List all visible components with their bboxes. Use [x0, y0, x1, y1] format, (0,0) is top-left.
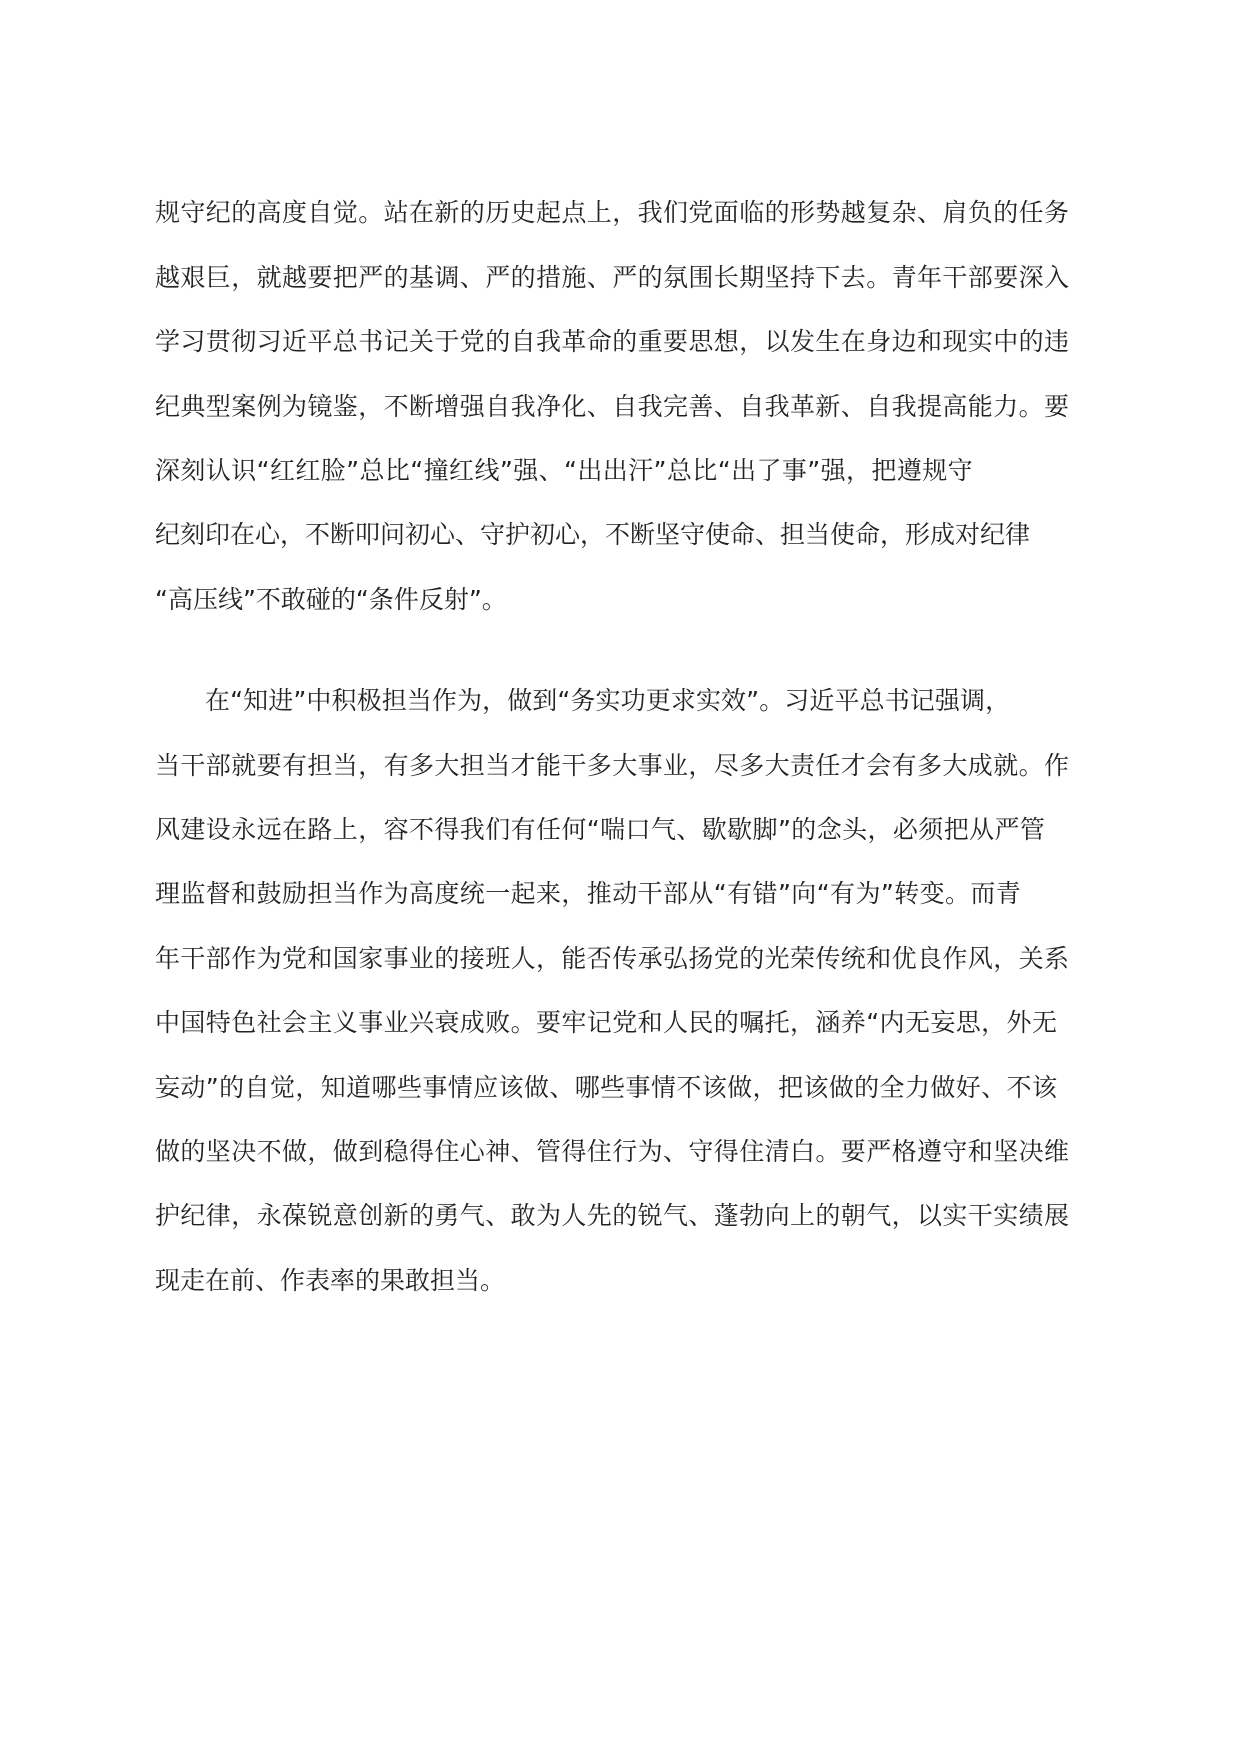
paragraph-first-line: 在“知进”中积极担当作为，做到“务实功更求实效”。习近平总书记强调，	[205, 686, 1011, 715]
paragraph-line: 妄动”的自觉，知道哪些事情应该做、哪些事情不该做，把该做的全力做好、不该	[155, 1073, 1058, 1102]
paragraph-line: 理监督和鼓励担当作为高度统一起来，推动干部从“有错”向“有为”转变。而青	[155, 879, 1022, 908]
paragraph-line: 学习贯彻习近平总书记关于党的自我革命的重要思想，以发生在身边和现实中的违	[155, 327, 1070, 356]
paragraph-line: 深刻认识“红红脸”总比“撞红线”强、“出出汗”总比“出了事”强，把遵规守	[155, 456, 974, 485]
paragraph-line: 现走在前、作表率的果敢担当。	[155, 1266, 506, 1295]
paragraph-line: “高压线”不敢碰的“条件反射”。	[155, 585, 507, 614]
paragraph-line: 年干部作为党和国家事业的接班人，能否传承弘扬党的光荣传统和优良作风，关系	[155, 944, 1070, 973]
paragraph-line: 纪刻印在心，不断叩问初心、守护初心，不断坚守使命、担当使命，形成对纪律	[155, 520, 1031, 549]
paragraph-line: 规守纪的高度自觉。站在新的历史起点上，我们党面临的形势越复杂、肩负的任务	[155, 198, 1070, 227]
paragraph-line: 当干部就要有担当，有多大担当才能干多大事业，尽多大责任才会有多大成就。作	[155, 751, 1070, 780]
paragraph-line: 越艰巨，就越要把严的基调、严的措施、严的氛围长期坚持下去。青年干部要深入	[155, 263, 1070, 292]
paragraph-line: 中国特色社会主义事业兴衰成败。要牢记党和人民的嘱托，涵养“内无妄思，外无	[155, 1008, 1058, 1037]
paragraph-line: 风建设永远在路上，容不得我们有任何“喘口气、歇歇脚”的念头，必须把从严管	[155, 815, 1046, 844]
paragraph-line: 做的坚决不做，做到稳得住心神、管得住行为、守得住清白。要严格遵守和坚决维	[155, 1137, 1070, 1166]
paragraph-line: 纪典型案例为镜鉴，不断增强自我净化、自我完善、自我革新、自我提高能力。要	[155, 392, 1070, 421]
paragraph-line: 护纪律，永葆锐意创新的勇气、敢为人先的锐气、蓬勃向上的朝气，以实干实绩展	[155, 1201, 1070, 1230]
